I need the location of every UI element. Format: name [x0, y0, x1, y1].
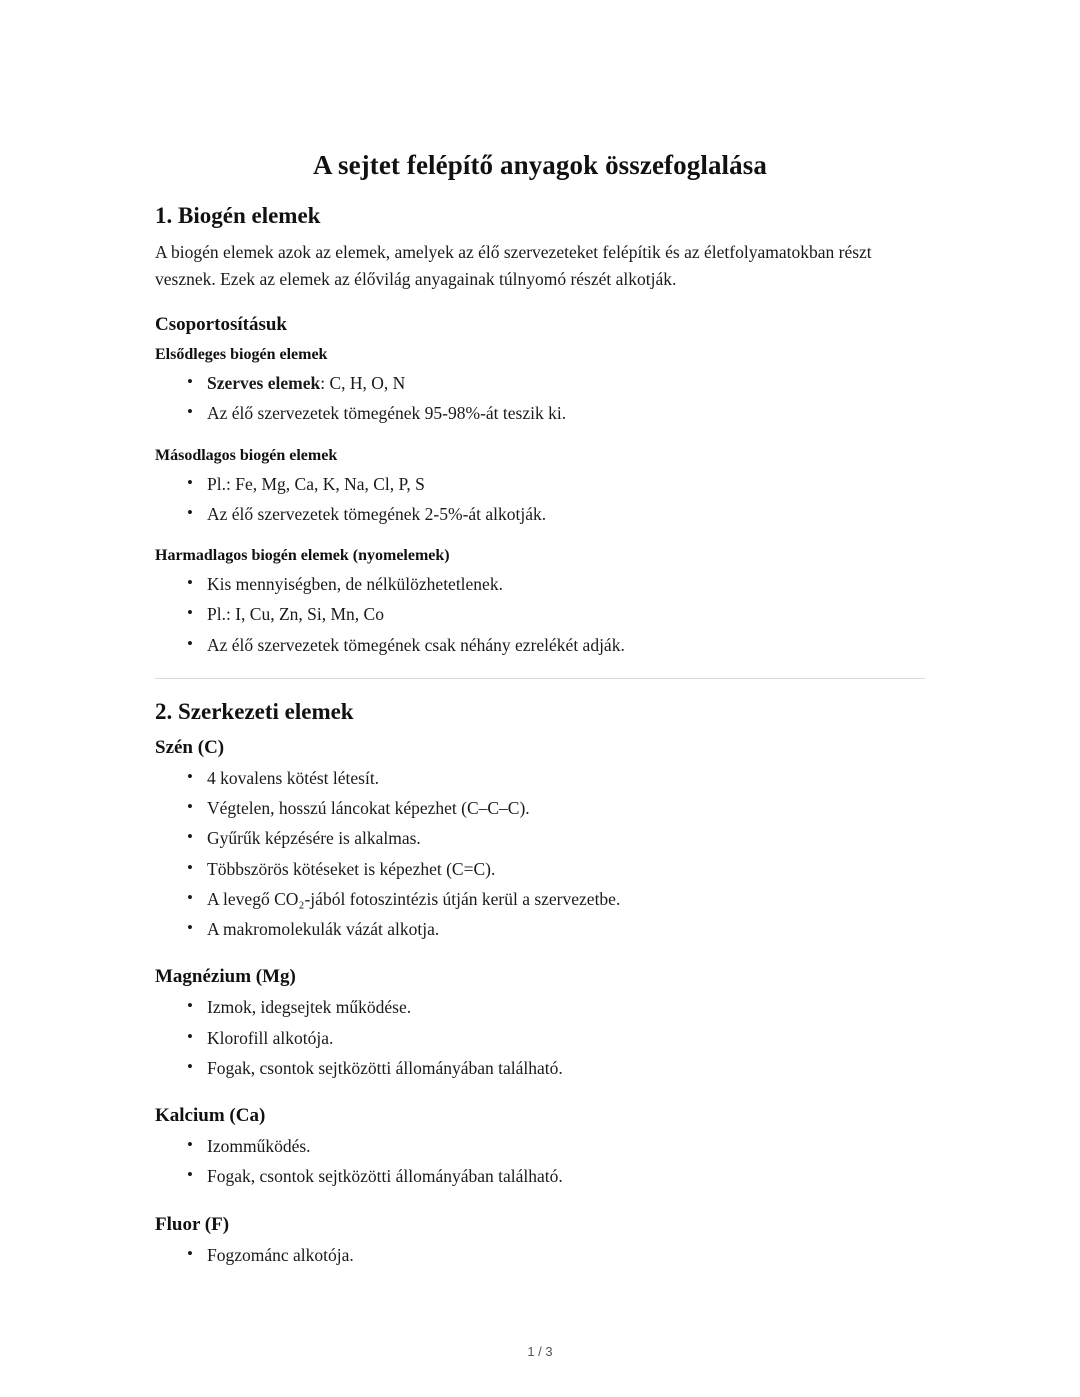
list-item: • Fogzománc alkotója. [207, 1242, 925, 1268]
group-label-tertiary: Harmadlagos biogén elemek (nyomelemek) [155, 547, 450, 565]
entry-szen [155, 737, 925, 943]
entry-title-magnezium: Magnézium (Mg) [155, 966, 296, 988]
section-1-intro-paragraph: A biogén elemek azok az elemek, amelyek az élő szervezeteket felépítik és az életfolyamatokban részt vesznek. Ezek az elemek az élővilág anyagainak túlnyomó részét alkotják. [155, 242, 872, 289]
group-list-secondary [155, 471, 925, 528]
group-secondary [155, 447, 925, 528]
entry-title-szen: Szén (C) [155, 736, 225, 758]
list-item-text: : C, H, O, N [320, 373, 406, 394]
list-item: • Izmok, idegsejtek működése. [207, 994, 925, 1020]
entry-magnezium [155, 966, 925, 1081]
list-item: • Gyűrűk képzésére is alkalmas. [207, 825, 925, 851]
list-item-text: Az élő szervezetek tömegének 95-98%-át teszik ki. [207, 403, 567, 424]
entry-list-szen [155, 765, 925, 943]
list-item-text: Kis mennyiségben, de nélkülözhetetlenek. [207, 574, 503, 595]
list-item-text: Az élő szervezetek tömegének 2-5%-át alkotják. [207, 503, 547, 524]
entry-list-fluor [155, 1242, 925, 1268]
list-item: • 4 kovalens kötést létesít. [207, 765, 925, 791]
group-tertiary [155, 547, 925, 658]
entry-title-fluor: Fluor (F) [155, 1213, 230, 1235]
entry-title-kalcium: Kalcium (Ca) [155, 1105, 266, 1127]
section-biogen-elemek [155, 203, 925, 658]
section-heading-1: 1. Biogén elemek [155, 203, 321, 228]
list-item-bold: Szerves elemek [207, 373, 321, 394]
page-title: A sejtet felépítő anyagok összefoglalása [313, 150, 767, 180]
entry-list-kalcium [155, 1133, 925, 1190]
list-item: • Izomműködés. [207, 1133, 925, 1159]
group-label-secondary: Másodlagos biogén elemek [155, 446, 338, 464]
entry-list-magnezium [155, 994, 925, 1081]
entry-fluor [155, 1214, 925, 1268]
group-list-primary [155, 370, 925, 427]
list-item [207, 571, 925, 597]
list-item [207, 370, 925, 396]
page-number-footer: 1 / 3 [527, 1344, 553, 1359]
list-item: • Fogak, csontok sejtközötti állományában található. [207, 1163, 925, 1189]
group-primary [155, 346, 925, 427]
list-item [207, 601, 925, 627]
list-item-text: Az élő szervezetek tömegének csak néhány ezrelékét adják. [207, 634, 625, 655]
list-item [207, 471, 925, 497]
list-item: • Végtelen, hosszú láncokat képezhet (C–C–C). [207, 795, 925, 821]
group-label-primary: Elsődleges biogén elemek [155, 346, 328, 364]
list-item: • A levegő CO₂-jából fotoszintézis útján kerül a szervezetbe. [207, 886, 925, 912]
list-item [207, 632, 925, 658]
section-szerkezeti-elemek [155, 699, 925, 1268]
group-list-tertiary [155, 571, 925, 658]
section-divider [155, 678, 925, 679]
list-item [207, 400, 925, 426]
list-item: • Többszörös kötéseket is képezhet (C=C). [207, 856, 925, 882]
list-item: • Klorofill alkotója. [207, 1025, 925, 1051]
grouping-heading: Csoportosításuk [155, 314, 287, 336]
list-item-text: Pl.: Fe, Mg, Ca, K, Na, Cl, P, S [207, 473, 425, 494]
section-heading-2: 2. Szerkezeti elemek [155, 698, 354, 724]
list-item-text: Pl.: I, Cu, Zn, Si, Mn, Co [207, 604, 384, 625]
list-item: • Fogak, csontok sejtközötti állományában található. [207, 1055, 925, 1081]
entry-kalcium [155, 1105, 925, 1190]
list-item [207, 501, 925, 527]
list-item: • A makromolekulák vázát alkotja. [207, 916, 925, 942]
